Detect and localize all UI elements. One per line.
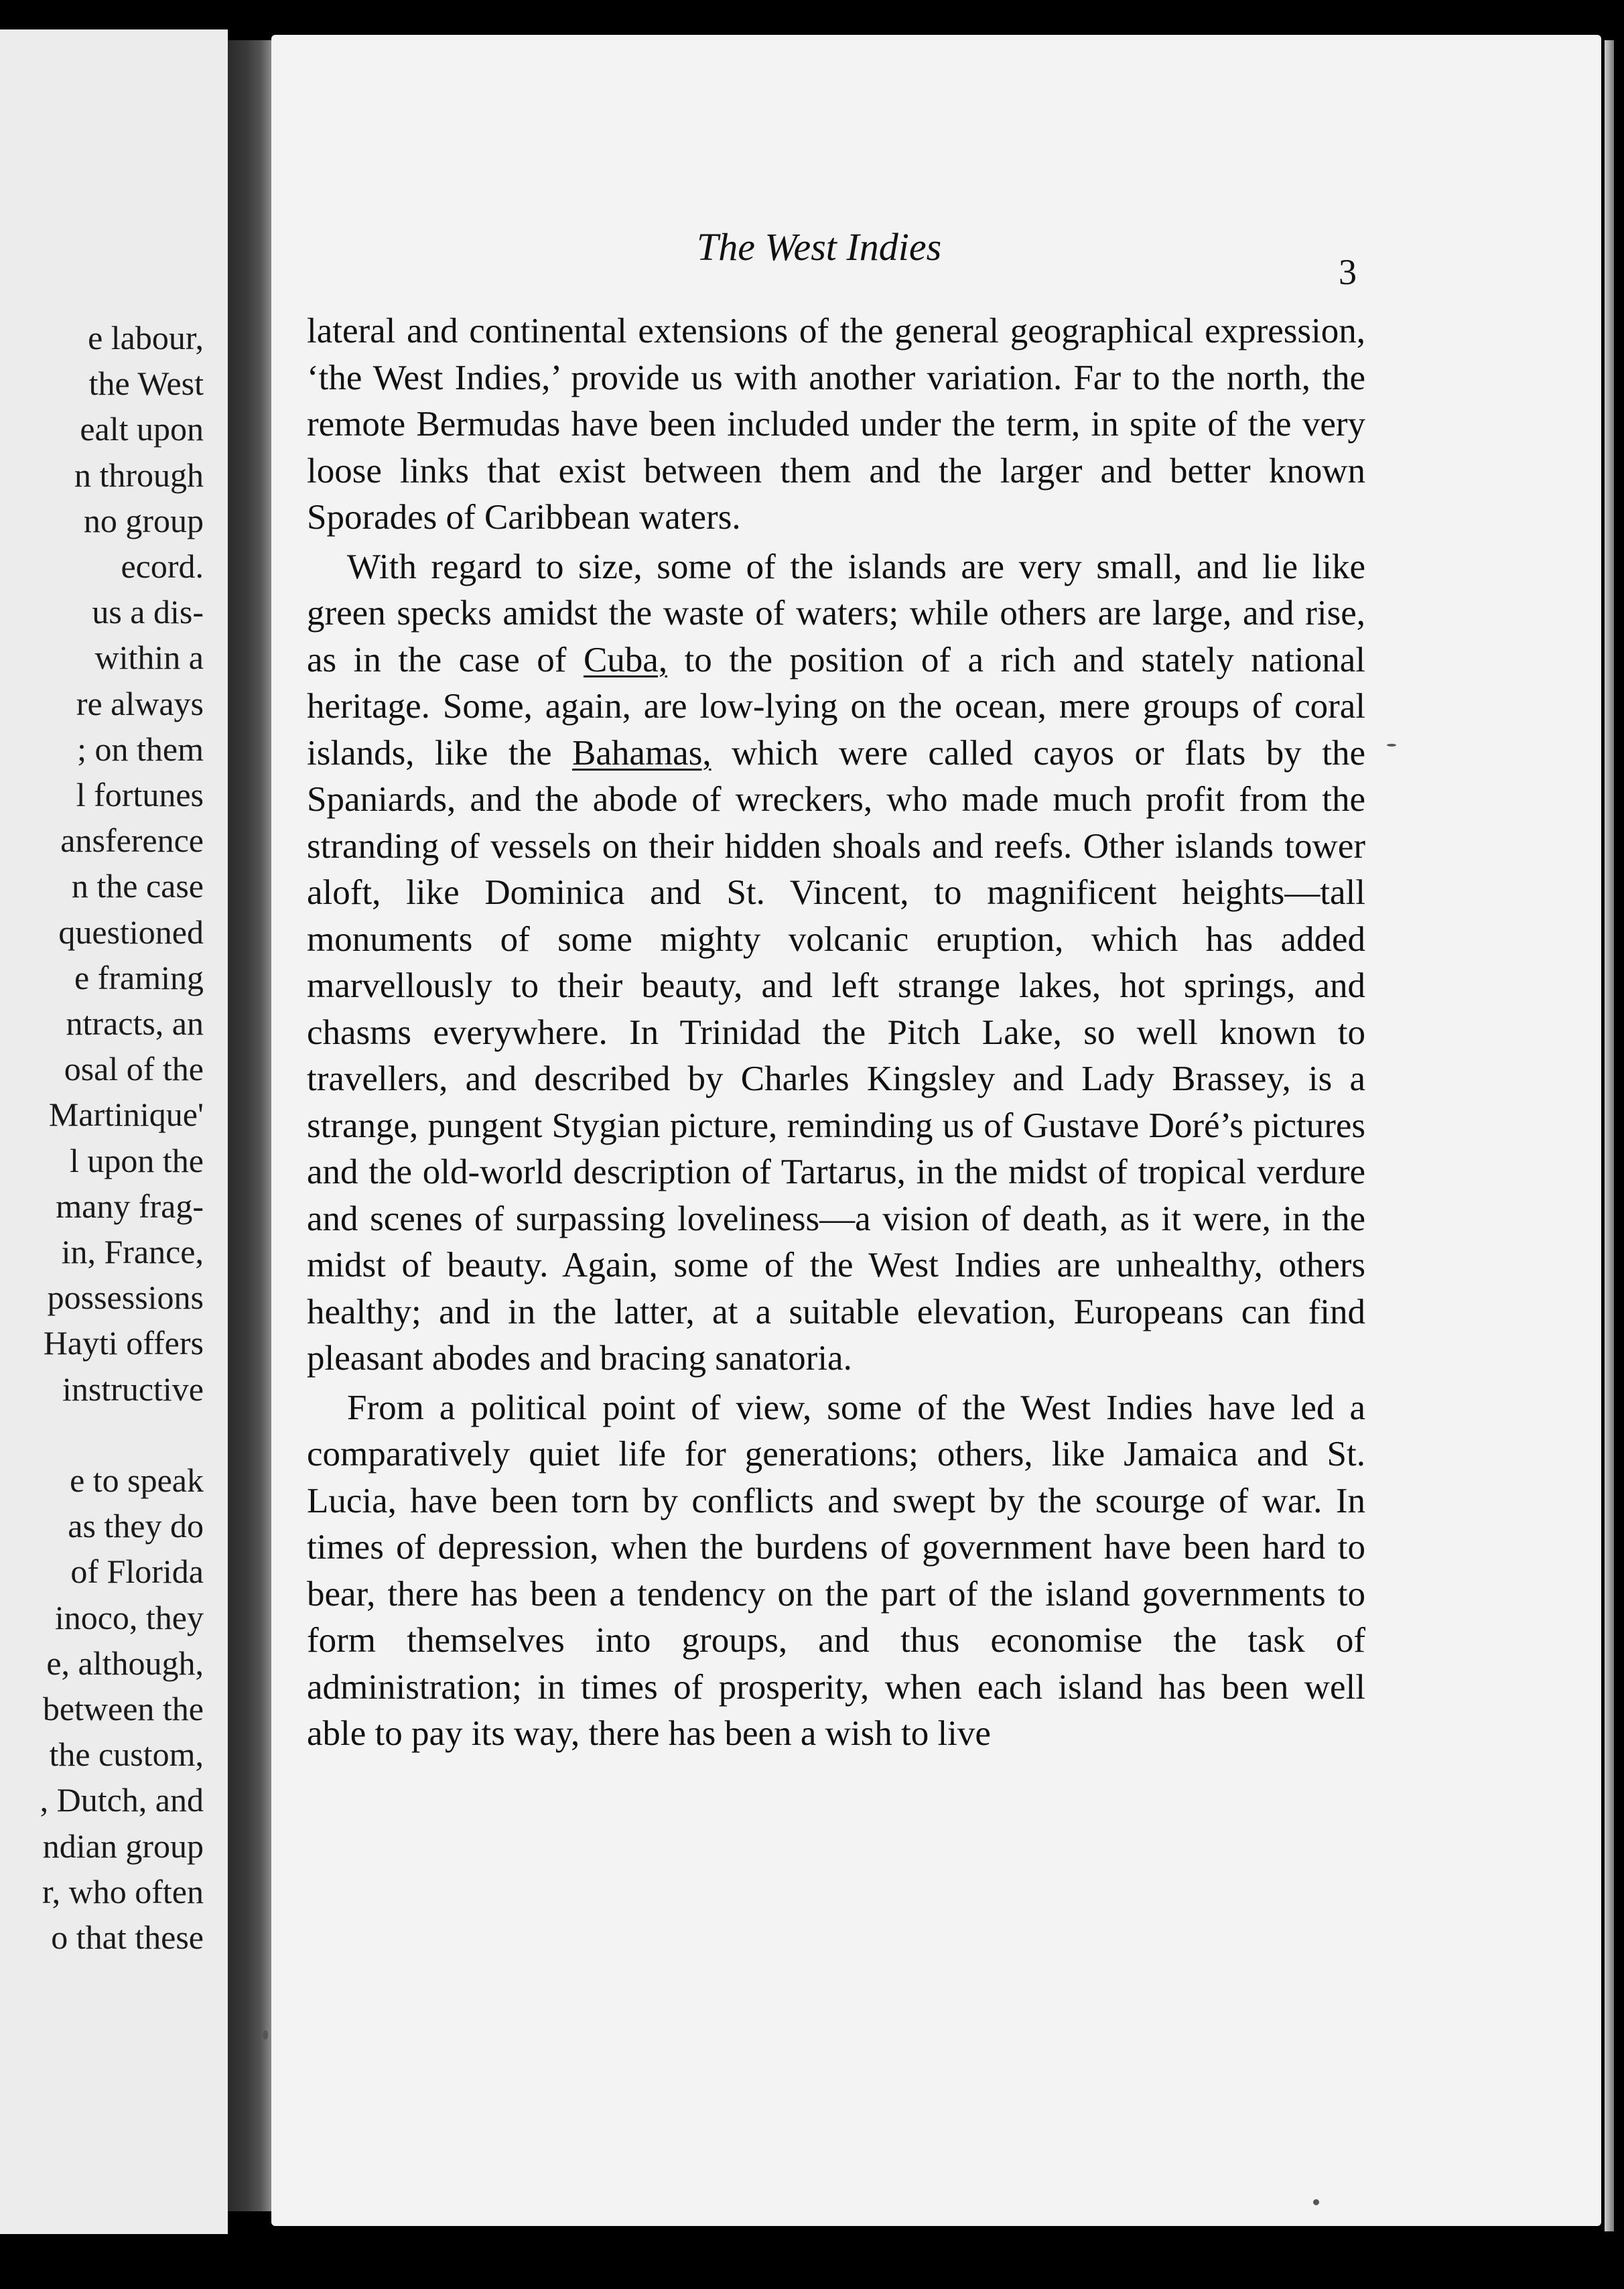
left-page-line: r, who often <box>42 1872 204 1910</box>
left-page-line: many frag- <box>56 1187 204 1225</box>
paragraph-1: lateral and continental extensions of the general geographical expression, ‘the West Indies,’ provide us with another variation. Far to the north, the remote Bermudas have been included under the term, in spite of the very loose links that exist between them and the larger and better known Sporades of Caribbean waters. <box>307 312 1365 537</box>
left-page-line: l upon the <box>70 1141 204 1179</box>
left-page-line: in, France, <box>61 1233 204 1270</box>
body-text <box>307 308 1365 1758</box>
page-edge <box>1605 40 1614 2231</box>
left-page-line: us a dis- <box>92 593 204 631</box>
running-head: The West Indies <box>697 225 942 269</box>
left-page-line: n through <box>74 456 204 494</box>
left-page-line: questioned <box>58 913 204 951</box>
page-speck <box>1313 2199 1319 2205</box>
left-page-line: between the <box>42 1690 204 1727</box>
left-page-line: e, although, <box>46 1644 204 1682</box>
left-page-line: the West <box>88 365 204 403</box>
left-page-line: ansference <box>60 822 204 860</box>
left-page-line: , Dutch, and <box>40 1781 204 1819</box>
gutter-speck <box>263 2030 268 2040</box>
page-number: 3 <box>1339 252 1357 292</box>
left-page-line: e labour, <box>88 319 204 356</box>
left-page-line: Hayti offers <box>43 1324 204 1362</box>
left-page-line: ealt upon <box>80 410 204 448</box>
left-page-line: the custom, <box>49 1736 204 1774</box>
left-page-line: e framing <box>74 958 204 996</box>
left-page-line: re always <box>76 684 204 722</box>
book-gutter <box>228 40 275 2211</box>
left-page-line: no group <box>83 501 204 539</box>
paragraph-2: With regard to size, some of the islands are very small, and lie like green specks amidst the waste of waters; while others are large, and rise, as in the case of Cuba, to the position of a rich and stately national heritage. Some, again, are low-lying on the ocean, mere groups of coral islands, like the Bahamas, which were called cayos or flats by the Spaniards, and the abode of wreckers, who made much profit from the stranding of vessels on their hidden shoals and reefs. Other islands tower aloft, like Dominica and St. Vincent, to magnificent heights—tall monuments of some mighty volcanic eruption, which has added marvellously to their beauty, and left strange lakes, hot springs, and chasms everywhere. In Trinidad the Pitch Lake, so well known to travellers, and described by Charles Kingsley and Lady Brassey, is a strange, pungent Stygian picture, reminding us of Gustave Doré’s pictures and the old-world description of Tartarus, in the midst of tropical verdure and scenes of surpassing loveliness—a vision of death, as it were, in the midst of beauty. Again, some of the West Indies are unhealthy, others healthy; and in the latter, at a suitable elevation, Europeans can find pleasant abodes and bracing sanatoria. <box>307 547 1365 1378</box>
underlined-bahamas: Bahamas, <box>572 733 712 773</box>
paragraph-3: From a political point of view, some of the West Indies have led a comparatively quiet life for generations; others, like Jamaica and St. Lucia, have been torn by conflicts and swept by the scourge of war. In times of depression, when the burdens of government have been hard to bear, there has been a tendency on the part of the island governments to form themselves into groups, and thus economise the task of administration; in times of prosperity, when each island has been well able to pay its way, there has been a wish to live <box>307 1388 1365 1753</box>
left-page-line: inoco, they <box>54 1598 204 1636</box>
left-page-line: ; on them <box>77 730 204 768</box>
left-page-line: possessions <box>47 1279 204 1317</box>
left-page-line: within a <box>94 639 204 677</box>
left-page-line: e to speak <box>70 1461 204 1499</box>
left-facing-page <box>0 29 228 2234</box>
left-page-line: n the case <box>71 867 204 905</box>
underlined-cuba: Cuba, <box>583 640 668 679</box>
left-page-line: as they do <box>68 1507 204 1545</box>
left-page-line: of Florida <box>70 1553 204 1591</box>
left-page-line: o that these <box>51 1918 204 1956</box>
left-page-line: l fortunes <box>76 776 204 813</box>
left-page-line: ntracts, an <box>66 1004 204 1042</box>
left-page-line: osal of the <box>64 1050 204 1088</box>
margin-mark <box>1387 744 1396 746</box>
left-page-line: ndian group <box>42 1827 204 1865</box>
left-page-line: Martinique' <box>48 1096 204 1134</box>
left-page-line: instructive <box>62 1370 204 1408</box>
left-page-line: ecord. <box>121 547 204 585</box>
